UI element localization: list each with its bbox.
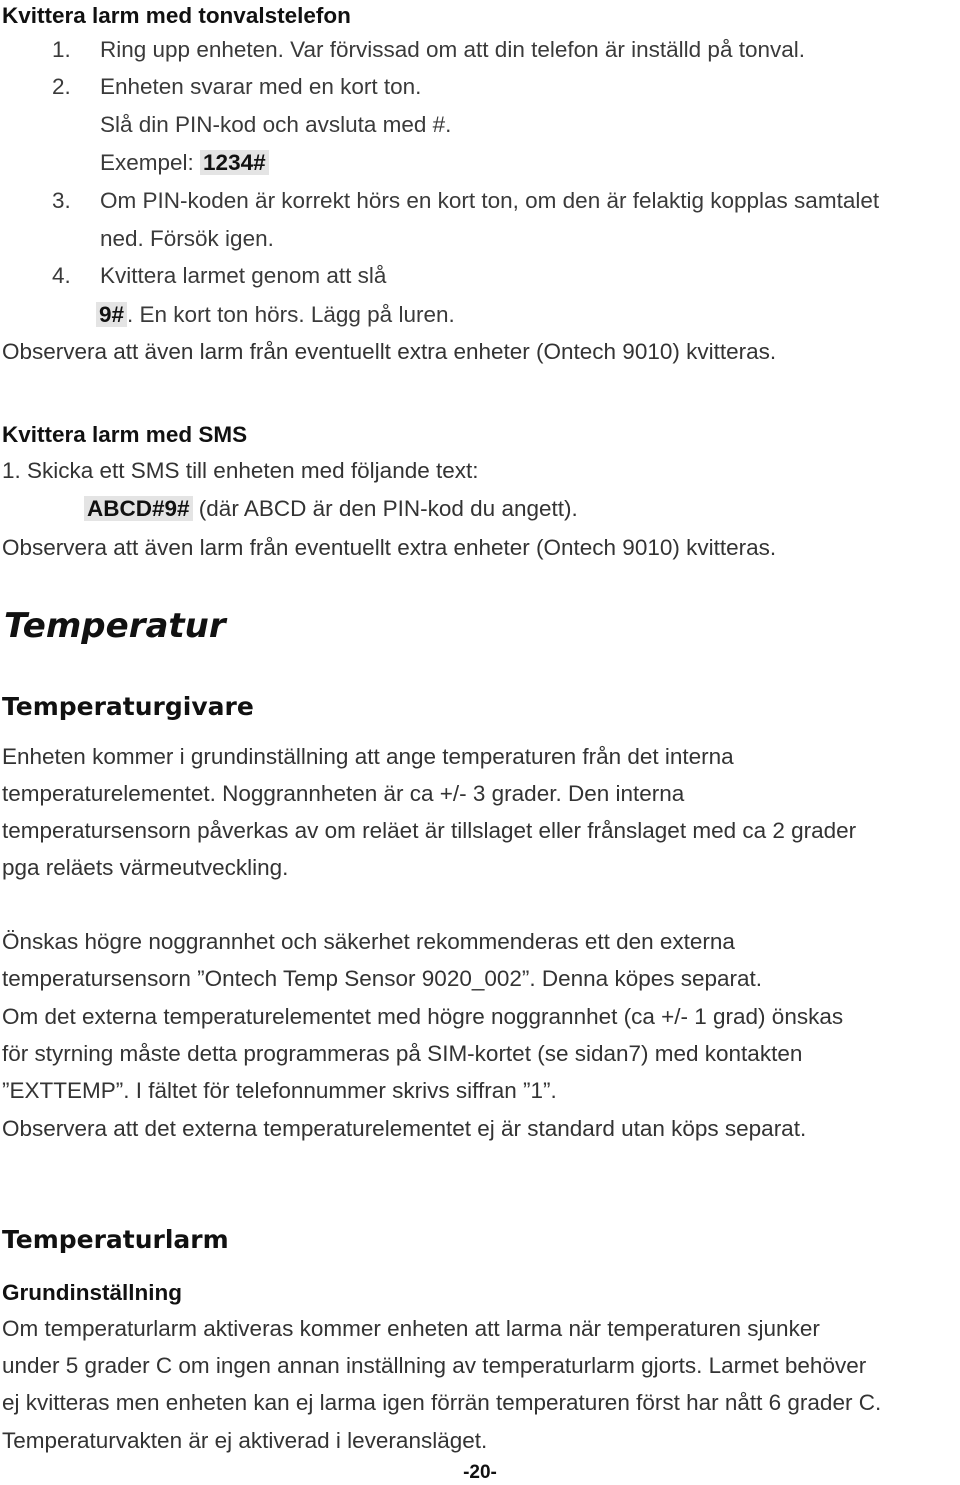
- example-line: [100, 152, 269, 175]
- paragraph-line: Önskas högre noggrannhet och säkerhet rekommenderas ett den externa: [2, 929, 735, 954]
- list-text: ned. Försök igen.: [100, 226, 274, 251]
- list-text: Enheten svarar med en kort ton.: [100, 74, 422, 99]
- list-text: Slå din PIN-kod och avsluta med #.: [100, 112, 452, 137]
- sms-code: ABCD#9#: [84, 496, 193, 521]
- paragraph-line: Temperaturvakten är ej aktiverad i leveransläget.: [2, 1428, 488, 1453]
- grundinstallning-heading: Grundinställning: [2, 1280, 182, 1305]
- list-item: [52, 190, 879, 213]
- list-number: 4.: [52, 263, 71, 288]
- page-number: -20-: [463, 1462, 497, 1483]
- paragraph-line: temperaturelementet. Noggrannheten är ca +/- 3 grader. Den interna: [2, 781, 685, 806]
- paragraph-line: temperatursensorn ”Ontech Temp Sensor 9020_002”. Denna köpes separat.: [2, 966, 763, 991]
- paragraph-line: Om temperaturlarm aktiveras kommer enheten att larma när temperaturen sjunker: [2, 1316, 820, 1341]
- tonval-heading: Kvittera larm med tonvalstelefon: [2, 3, 351, 28]
- temperaturlarm-heading: Temperaturlarm: [2, 1225, 229, 1254]
- list-text: Om PIN-koden är korrekt hörs en kort ton, om den är felaktig kopplas samtalet: [100, 188, 880, 213]
- temperatur-title: Temperatur: [4, 606, 226, 646]
- list-item: [52, 39, 805, 62]
- sms-heading: Kvittera larm med SMS: [2, 422, 248, 447]
- paragraph-line: pga reläets värmeutveckling.: [2, 855, 289, 880]
- tonval-note: Observera att även larm från eventuellt extra enheter (Ontech 9010) kvitteras.: [2, 339, 777, 364]
- paragraph-line: ”EXTTEMP”. I fältet för telefonnummer skrivs siffran ”1”.: [2, 1078, 557, 1103]
- list-text: Kvittera larmet genom att slå: [100, 263, 387, 288]
- paragraph-line: för styrning måste detta programmeras på SIM-kortet (se sidan7) med kontakten: [2, 1041, 803, 1066]
- list-text-rest: . En kort ton hörs. Lägg på luren.: [127, 302, 455, 327]
- list-number: 1.: [52, 37, 71, 62]
- example-label: Exempel:: [100, 150, 201, 175]
- temperaturgivare-heading: Temperaturgivare: [2, 692, 254, 721]
- paragraph-line: Observera att det externa temperaturelementet ej är standard utan köps separat.: [2, 1116, 807, 1141]
- paragraph-line: Om det externa temperaturelementet med högre noggrannhet (ca +/- 1 grad) önskas: [2, 1004, 844, 1029]
- sms-step: 1. Skicka ett SMS till enheten med följande text:: [2, 458, 479, 483]
- sms-code-note: (där ABCD är den PIN-kod du angett).: [192, 496, 578, 521]
- list-number: 3.: [52, 188, 71, 213]
- list-text: Ring upp enheten. Var förvissad om att din telefon är inställd på tonval.: [100, 37, 806, 62]
- paragraph-line: temperatursensorn påverkas av om reläet är tillslaget eller frånslaget med ca 2 grader: [2, 818, 857, 843]
- paragraph-line: ej kvitteras men enheten kan ej larma igen förrän temperaturen först har nått 6 grader C.: [2, 1390, 882, 1415]
- list-item: [52, 76, 421, 99]
- ack-code: 9#: [96, 302, 127, 327]
- sms-note: Observera att även larm från eventuellt extra enheter (Ontech 9010) kvitteras.: [2, 535, 777, 560]
- paragraph-line: Enheten kommer i grundinställning att ange temperaturen från det interna: [2, 744, 734, 769]
- list-text: [96, 304, 455, 327]
- list-number: 2.: [52, 74, 71, 99]
- list-item: [52, 265, 386, 288]
- paragraph-line: under 5 grader C om ingen annan inställning av temperaturlarm gjorts. Larmet behöver: [2, 1353, 867, 1378]
- sms-code-line: [84, 498, 578, 521]
- example-code: 1234#: [200, 150, 269, 175]
